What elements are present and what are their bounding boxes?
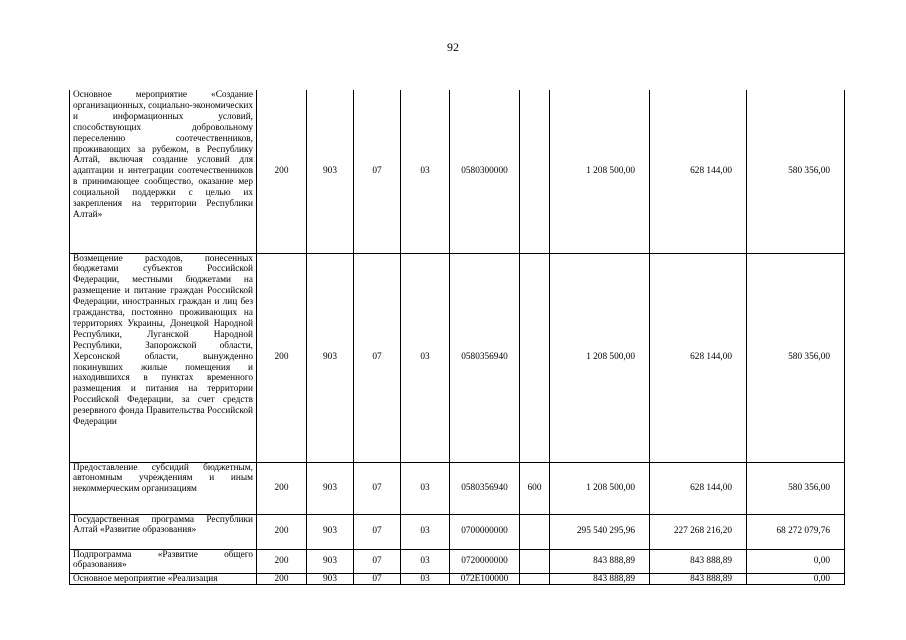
code-cell (520, 514, 550, 549)
code-cell: 200 (257, 90, 307, 253)
amount-cell: 1 208 500,00 (550, 90, 650, 253)
code-cell: 03 (401, 253, 450, 462)
code-cell: 600 (520, 462, 550, 514)
code-cell: 903 (307, 253, 354, 462)
code-cell: 07 (354, 573, 401, 585)
amount-cell: 227 268 216,20 (650, 514, 747, 549)
code-cell: 03 (401, 462, 450, 514)
amount-cell: 580 356,00 (747, 253, 845, 462)
code-cell: 200 (257, 549, 307, 573)
amount-cell: 843 888,89 (550, 549, 650, 573)
amount-cell: 843 888,89 (650, 573, 747, 585)
code-cell: 07 (354, 253, 401, 462)
amount-cell: 580 356,00 (747, 462, 845, 514)
code-cell (520, 573, 550, 585)
amount-cell: 628 144,00 (650, 90, 747, 253)
code-cell: 0580356940 (450, 462, 520, 514)
row-name: Подпрограмма «Развитие общего образования» (70, 549, 257, 573)
amount-cell: 628 144,00 (650, 462, 747, 514)
page-number: 92 (447, 40, 459, 54)
amount-cell: 68 272 079,76 (747, 514, 845, 549)
code-cell: 0580300000 (450, 90, 520, 253)
code-cell: 07 (354, 514, 401, 549)
amount-cell: 1 208 500,00 (550, 462, 650, 514)
code-cell (520, 549, 550, 573)
amount-cell: 0,00 (747, 549, 845, 573)
budget-table (69, 90, 845, 585)
code-cell: 200 (257, 462, 307, 514)
code-cell: 903 (307, 549, 354, 573)
row-name: Государственная программа Республики Алтай «Развитие образования» (70, 514, 257, 549)
code-cell: 200 (257, 514, 307, 549)
code-cell: 03 (401, 549, 450, 573)
code-cell (520, 253, 550, 462)
amount-cell: 843 888,89 (650, 549, 747, 573)
code-cell: 200 (257, 253, 307, 462)
amount-cell: 0,00 (747, 573, 845, 585)
code-cell: 07 (354, 549, 401, 573)
table-row (70, 90, 845, 253)
amount-cell: 580 356,00 (747, 90, 845, 253)
table-row (70, 462, 845, 514)
code-cell: 903 (307, 462, 354, 514)
amount-cell: 1 208 500,00 (550, 253, 650, 462)
code-cell: 903 (307, 514, 354, 549)
code-cell: 03 (401, 573, 450, 585)
row-name: Возмещение расходов, понесенных бюджетами субъектов Российской Федерации, местными бюджетами на размещение и питание граждан Российской Федерации, иностранных граждан и лиц без гражданства, постоянно проживающих на территориях Украины, Донецкой Народной Республики, Луганской Народной Республики, Запорожской области, Херсонской области, вынужденно покинувших жилые помещения и находившихся в пунктах временного размещения и питания на территории Российской Федерации, за счет средств резервного фонда Правительства Российской Федерации (70, 253, 257, 462)
amount-cell: 843 888,89 (550, 573, 650, 585)
code-cell: 03 (401, 514, 450, 549)
code-cell: 903 (307, 573, 354, 585)
row-name: Основное мероприятие «Создание организационных, социально-экономических и информационных условий, способствующих добровольному переселению соотечественников, проживающих за рубежом, в Республику Алтай, включая создание условий для адаптации и интеграции соотечественников в принимающее сообщество, оказание мер социальной поддержки с целью их закрепления на территории Республики Алтай» (70, 90, 257, 253)
amount-cell: 628 144,00 (650, 253, 747, 462)
row-name: Предоставление субсидий бюджетным, автономным учреждениям и иным некоммерческим организациям (70, 462, 257, 514)
row-name: Основное мероприятие «Реализация (70, 573, 257, 585)
code-cell: 0720000000 (450, 549, 520, 573)
code-cell: 07 (354, 90, 401, 253)
amount-cell: 295 540 295,96 (550, 514, 650, 549)
table-row (70, 253, 845, 462)
code-cell: 07 (354, 462, 401, 514)
code-cell: 0700000000 (450, 514, 520, 549)
code-cell: 072E100000 (450, 573, 520, 585)
table-row (70, 573, 845, 585)
table-row (70, 549, 845, 573)
code-cell: 200 (257, 573, 307, 585)
code-cell: 03 (401, 90, 450, 253)
code-cell: 903 (307, 90, 354, 253)
table-row (70, 514, 845, 549)
code-cell (520, 90, 550, 253)
code-cell: 0580356940 (450, 253, 520, 462)
